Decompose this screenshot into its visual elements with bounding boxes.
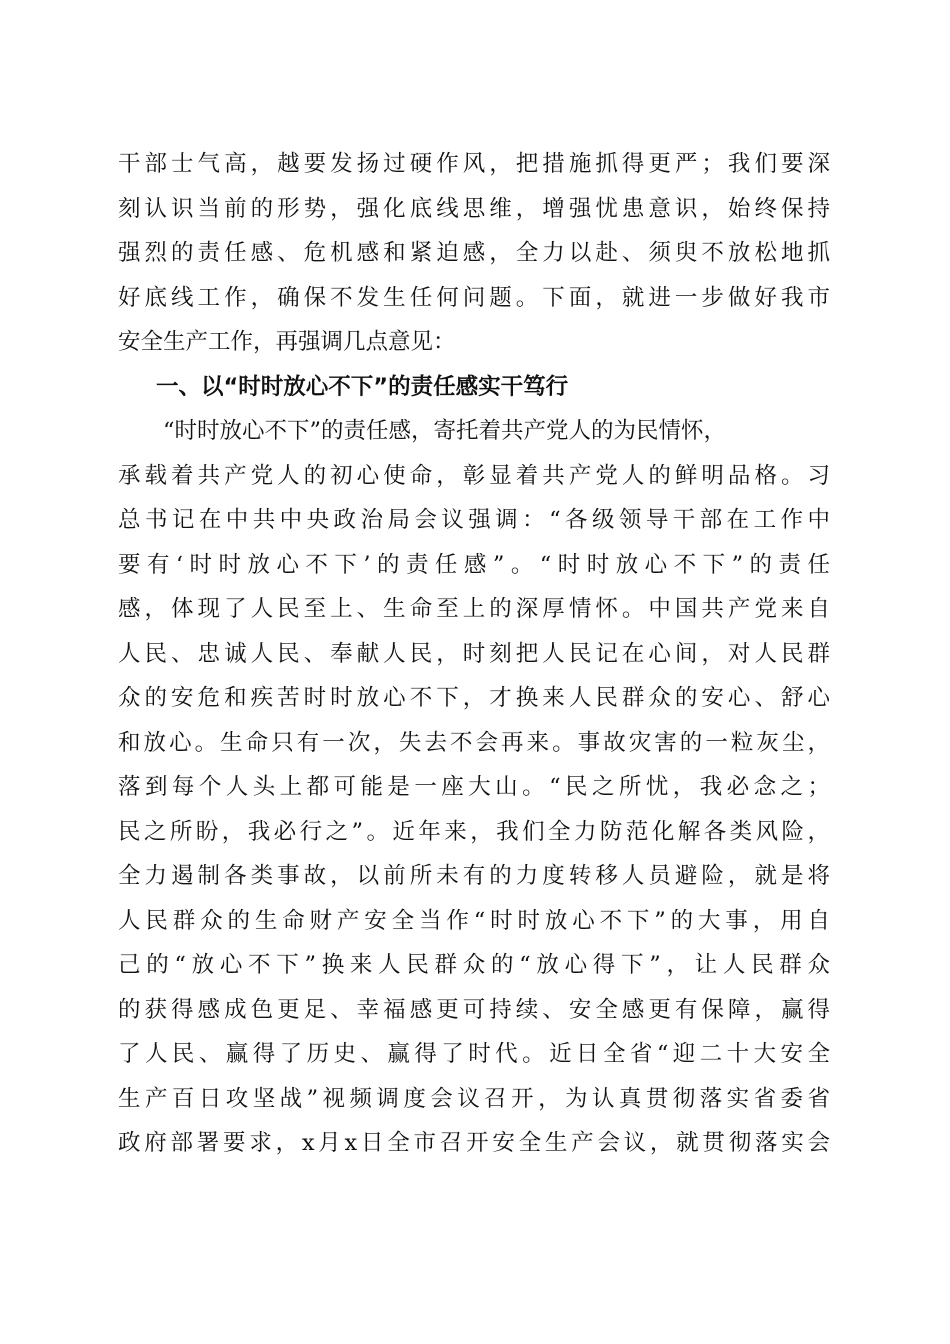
text-line: 强烈的责任感、危机感和紧迫感，全力以赴、须臾不放松地抓 <box>118 240 830 266</box>
document-body <box>118 142 830 1166</box>
text-line: 众的安危和疾苦时时放心不下，才换来人民群众的安心、舒心 <box>118 685 830 711</box>
text-line: 好底线工作，确保不发生任何问题。下面，就进一步做好我市 <box>118 284 830 311</box>
text-line: 生产百日攻坚战”视频调度会议召开，为认真贯彻落实省委省 <box>118 1085 830 1112</box>
text-line: 政府部署要求，x月x日全市召开安全生产会议，就贯彻落实会 <box>118 1130 830 1156</box>
text-line: 总书记在中共中央政治局会议强调：“各级领导干部在工作中 <box>118 507 830 533</box>
text-line: 己的“放心不下”换来人民群众的“放心得下”，让人民群众 <box>118 952 830 978</box>
text-line: 人民、忠诚人民、奉献人民，时刻把人民记在心间，对人民群 <box>118 640 830 667</box>
paragraph-first-line: “时时放心不下”的责任感，寄托着共产党人的为民情怀， <box>163 418 727 444</box>
text-line: 承载着共产党人的初心使命，彰显着共产党人的鲜明品格。习 <box>118 462 830 489</box>
text-line: 的获得感成色更足、幸福感更可持续、安全感更有保障，赢得 <box>118 996 830 1023</box>
text-line: 全力遏制各类事故，以前所未有的力度转移人员避险，就是将 <box>118 863 830 889</box>
text-line: 安全生产工作，再强调几点意见： <box>118 329 456 355</box>
text-line: 人民群众的生命财产安全当作“时时放心不下”的大事，用自 <box>118 907 830 934</box>
section-heading: 一、以“时时放心不下”的责任感实干笃行 <box>156 373 569 400</box>
text-line: 民之所盼，我必行之”。近年来，我们全力防范化解各类风险， <box>118 818 830 845</box>
text-line: 干部士气高，越要发扬过硬作风，把措施抓得更严；我们要深 <box>118 151 830 177</box>
text-line: 和放心。生命只有一次，失去不会再来。事故灾害的一粒灰尘， <box>118 729 830 756</box>
text-line: 落到每个人头上都可能是一座大山。“民之所忧，我必念之； <box>118 774 830 800</box>
text-line: 要有‘时时放心不下’的责任感”。“时时放心不下”的责任 <box>118 551 830 578</box>
text-line: 了人民、赢得了历史、赢得了时代。近日全省“迎二十大安全 <box>118 1041 830 1067</box>
text-line: 感，体现了人民至上、生命至上的深厚情怀。中国共产党来自 <box>118 596 830 622</box>
text-line: 刻认识当前的形势，强化底线思维，增强忧患意识，始终保持 <box>118 195 830 222</box>
